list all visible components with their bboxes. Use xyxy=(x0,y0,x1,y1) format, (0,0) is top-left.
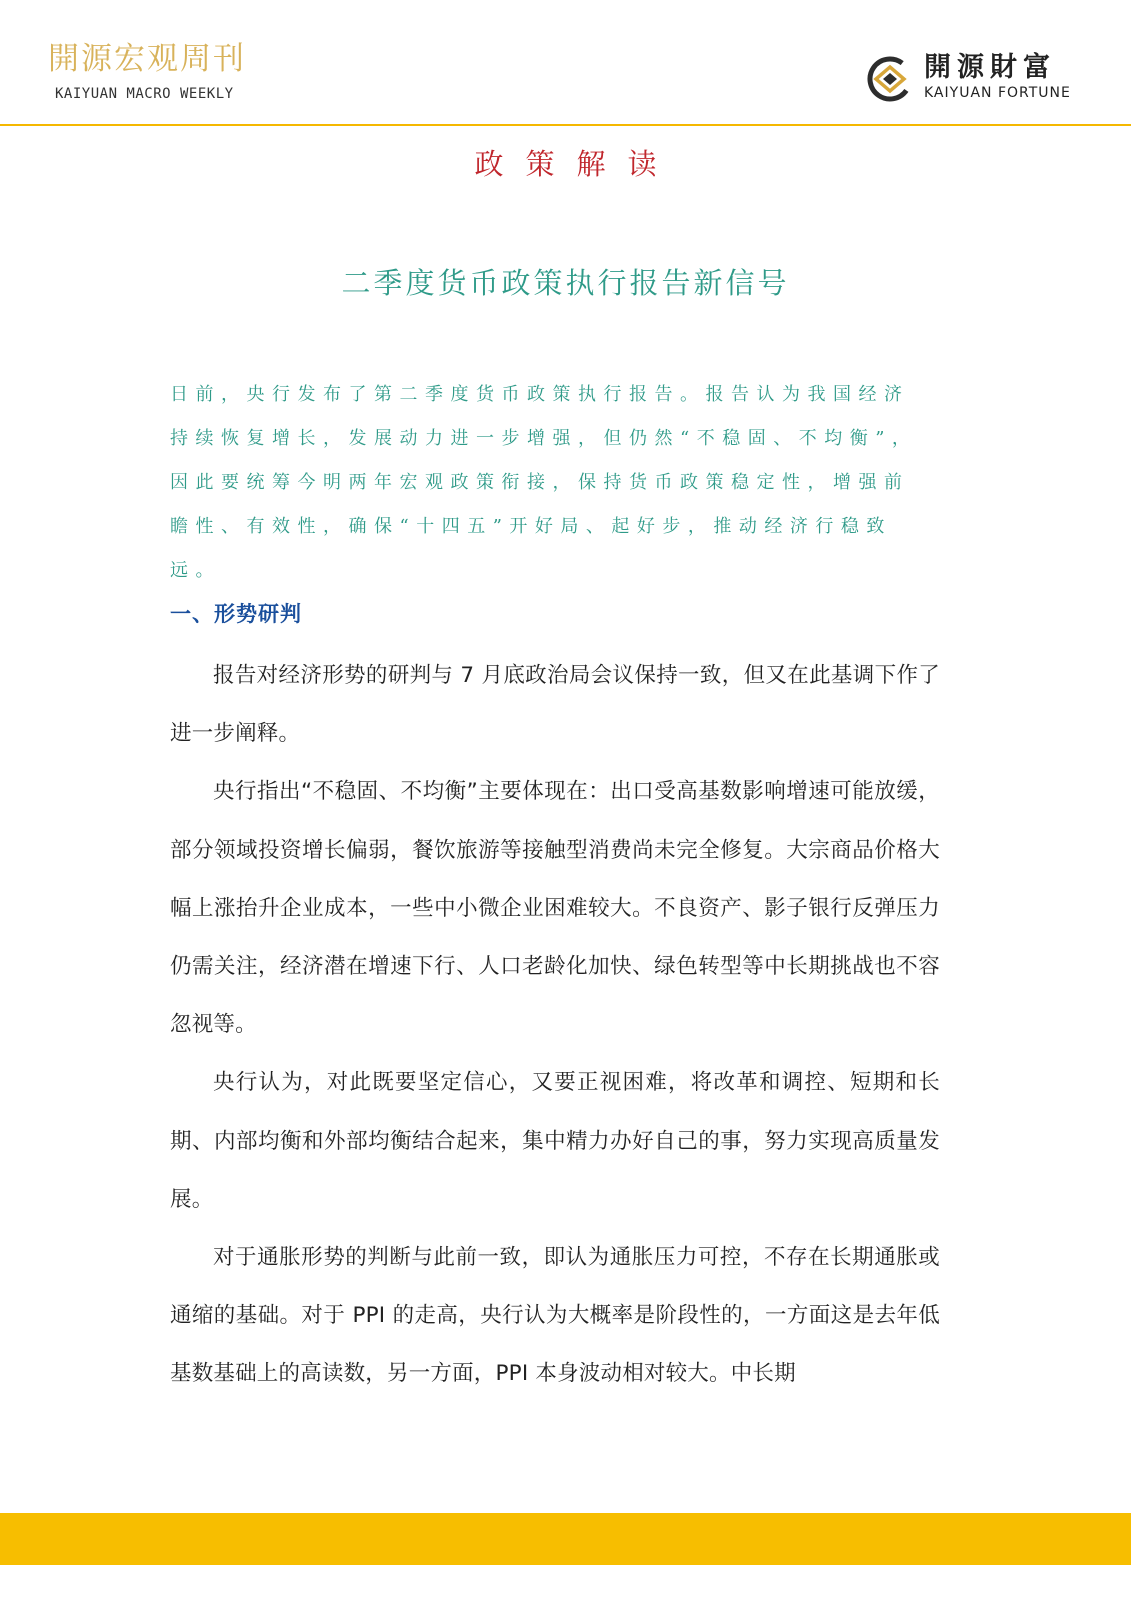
section-label: 政策解读 xyxy=(474,147,679,181)
body-paragraph: 对于通胀形势的判断与此前一致，即认为通胀压力可控，不存在长期通胀或通缩的基础。对于 PPI 的走高，央行认为大概率是阶段性的，一方面这是去年低基数基础上的高读数，另一方面，PPI 本身波动相对较大。中长期 xyxy=(170,1245,940,1387)
article-summary: 日前，央行发布了第二季度货币政策执行报告。报告认为我国经济持续恢复增长，发展动力进一步增强，但仍然“不稳固、不均衡”，因此要统筹今明两年宏观政策衔接，保持货币政策稳定性，增强前瞻性、有效性，确保“十四五”开好局、起好步，推动经济行稳致远。 xyxy=(170,384,918,581)
body-paragraph: 报告对经济形势的研判与 7 月底政治局会议保持一致，但又在此基调下作了进一步阐释。 xyxy=(170,663,940,747)
kaiyuan-logo-icon xyxy=(866,55,914,103)
logo-english-text: KAIYUAN FORTUNE xyxy=(924,85,1071,101)
header-divider xyxy=(0,124,1131,126)
body-paragraph: 央行认为，对此既要坚定信心，又要正视困难，将改革和调控、短期和长期、内部均衡和外部均衡结合起来，集中精力办好自己的事，努力实现高质量发展。 xyxy=(170,1070,940,1212)
footer-band xyxy=(0,1513,1131,1565)
logo-chinese-text: 開源財富 xyxy=(924,52,1056,83)
brand-title: 開源宏观周刊 xyxy=(48,41,246,77)
article-body xyxy=(170,647,940,1404)
body-paragraph: 央行指出“不稳固、不均衡”主要体现在：出口受高基数影响增速可能放缓，部分领域投资增长偏弱，餐饮旅游等接触型消费尚未完全修复。大宗商品价格大幅上涨抬升企业成本，一些中小微企业困难较大。不良资产、影子银行反弹压力仍需关注，经济潜在增速下行、人口老龄化加快、绿色转型等中长期挑战也不容忽视等。 xyxy=(170,779,940,1038)
kaiyuan-fortune-logo xyxy=(866,52,1086,106)
article-title: 二季度货币政策执行报告新信号 xyxy=(341,266,790,300)
section-heading: 一、形势研判 xyxy=(170,602,302,626)
brand-subtitle: KAIYUAN MACRO WEEKLY xyxy=(55,86,234,102)
